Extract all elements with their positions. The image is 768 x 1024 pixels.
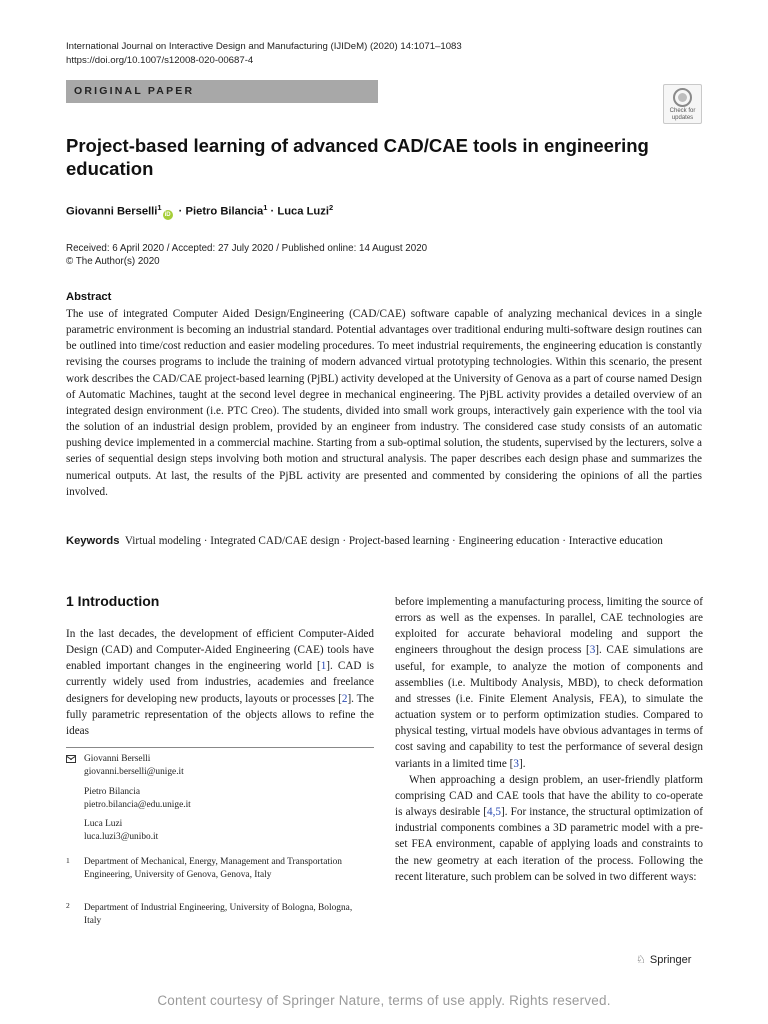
affiliation-mark: 2 xyxy=(328,203,334,212)
check-updates-icon xyxy=(673,88,692,107)
check-for-updates-badge[interactable] xyxy=(663,84,702,124)
citation-link[interactable]: 3 xyxy=(513,757,519,770)
paragraph: before implementing a manufacturing process, limiting the source of errors as well as the expenses. In parallel, CAE technologies are exploited for accurate behavioral modeling and support the engineers throughout the design process [3]. CAE simulations are useful, for example, to analyze the motion of components and assemblies (i.e. Multibody Analysis, MBD), to check deformation and stresses (i.e. Finite Element Analysis, FEA), to simulate the actuation system or to perform optimization studies. Compared to physical testing, virtual models have obvious advantages in terms of cost saving and capability to test the performance of several design variants in a limited time [3]. xyxy=(395,596,703,770)
contact-email[interactable]: luca.luzi3@unibo.it xyxy=(84,831,159,842)
citation-link[interactable]: 3 xyxy=(589,644,596,657)
paragraph: When approaching a design problem, an user-friendly platform comprising CAD and CAE tools that have the ability to co-operate is always desirable [4,5]. For instance, the structural optimization of industrial components combines a 3D parametric model with a pre-set FEA environment, capable of applying loads and constraints to the new geometry at each iteration of the process. Following the recent literature, such problem can be solved in two different ways: xyxy=(395,773,703,883)
paper-type-banner: ORIGINAL PAPER xyxy=(66,80,378,103)
copyright-notice: © The Author(s) 2020 xyxy=(66,256,160,267)
contact-entry xyxy=(84,753,184,779)
affiliation-number: 1 xyxy=(66,856,70,865)
journal-header xyxy=(66,40,462,68)
author-list xyxy=(66,203,333,220)
citation-link[interactable]: 1 xyxy=(320,660,327,673)
author-name[interactable]: Pietro Bilancia xyxy=(185,205,264,218)
contact-name: Pietro Bilancia xyxy=(84,787,140,797)
affiliation-number: 2 xyxy=(66,901,70,910)
contact-entry xyxy=(84,818,158,844)
contact-name: Luca Luzi xyxy=(84,819,123,829)
citation-link[interactable]: 4,5 xyxy=(487,806,501,819)
check-updates-label: Check for updates xyxy=(669,108,696,121)
abstract-heading: Abstract xyxy=(66,291,112,303)
author-name[interactable]: Giovanni Berselli xyxy=(66,205,158,218)
publication-dates xyxy=(66,242,427,268)
citation-link[interactable]: 2 xyxy=(341,692,348,705)
abstract-text: The use of integrated Computer Aided Design/Engineering (CAD/CAE) software capable of analyzing mechanical devices in a single parametric environment is becoming an industrial standard. Potential advantages over traditional enduring multi-software design routines can be outlined into time/cost reduction and easier modeling procedures. To meet industrial requirements, the engineering education is constantly revising the courses programs to include the training of modern advanced virtual prototyping technologies. Within this scenario, the present work describes the CAD/CAE project-based learning (PjBL) activity developed at the University of Genova as a part of course named Design of Automatic Machines, taught at the second level degree in mechanical engineering. The PjBL activity provides a detailed overview of an integrated design environment (i.e. PTC Creo). The students, divided into small work groups, interactively gain experience with the tool via the solution of an industrial design problem, provided by an engineer from industry. The considered case study consists of an automatic pushing device implemented in a commercial machine. Starting from a sub-optimal solution, the students, supervised by the lecturers, solve a series of sequential design steps involving both motion and structural analysis. The paper describes each design phase and summarizes the numerical outputs. At last, the results of the PjBL activity are presented and commented by considering the opinions of all the parties involved. xyxy=(66,308,702,498)
paper-title: Project-based learning of advanced CAD/CAE tools in engineering education xyxy=(66,135,649,179)
history-dates: Received: 6 April 2020 / Accepted: 27 July 2020 / Published online: 14 August 2020 xyxy=(66,243,428,254)
keywords xyxy=(66,533,702,549)
orcid-icon[interactable]: iD xyxy=(164,211,171,218)
contact-email[interactable]: pietro.bilancia@edu.unige.it xyxy=(84,799,191,810)
springer-horse-icon: ♘ xyxy=(636,954,646,966)
keywords-label: Keywords xyxy=(66,535,120,547)
author-name[interactable]: Luca Luzi xyxy=(277,205,329,218)
keywords-list: Virtual modeling · Integrated CAD/CAE design · Project-based learning · Engineering education · Interactive education xyxy=(124,535,663,547)
courtesy-notice: Content courtesy of Springer Nature, terms of use apply. Rights reserved. xyxy=(157,993,611,1008)
affiliation-text: Department of Mechanical, Energy, Management and Transportation Engineering, University of Genova, Genova, Italy xyxy=(84,857,342,880)
author-separator: · xyxy=(175,205,186,218)
contact-entry xyxy=(84,786,191,812)
affiliation-mark: 1 xyxy=(263,203,268,212)
section-heading-introduction: 1 Introduction xyxy=(66,593,160,609)
paragraph: In the last decades, the development of efficient Computer-Aided Design (CAD) and Computer-Aided Engineering (CAE) tools have enabled important changes in the engineering world [1]. CAD is currently widely used from industries, academies and freelance designers for developing new products, layouts or processes [2]. The fully parametric representation of the objects allows to refine the ideas xyxy=(66,628,374,737)
footnote-divider xyxy=(66,747,374,748)
envelope-icon xyxy=(66,755,76,763)
author-separator: · xyxy=(267,205,278,218)
left-column xyxy=(66,626,374,739)
affiliation-text: Department of Industrial Engineering, University of Bologna, Bologna, Italy xyxy=(84,903,353,926)
contact-email[interactable]: giovanni.berselli@unige.it xyxy=(84,766,184,777)
right-column xyxy=(395,594,703,885)
doi-link[interactable]: https://doi.org/10.1007/s12008-020-00687-4 xyxy=(66,55,254,66)
affiliation-mark: 1 xyxy=(157,203,162,212)
publisher-name: Springer xyxy=(649,954,692,966)
publisher-logo xyxy=(636,953,691,966)
contact-name: Giovanni Berselli xyxy=(84,754,151,764)
journal-citation: International Journal on Interactive Design and Manufacturing (IJIDeM) (2020) 14:1071–1083 xyxy=(66,41,462,52)
